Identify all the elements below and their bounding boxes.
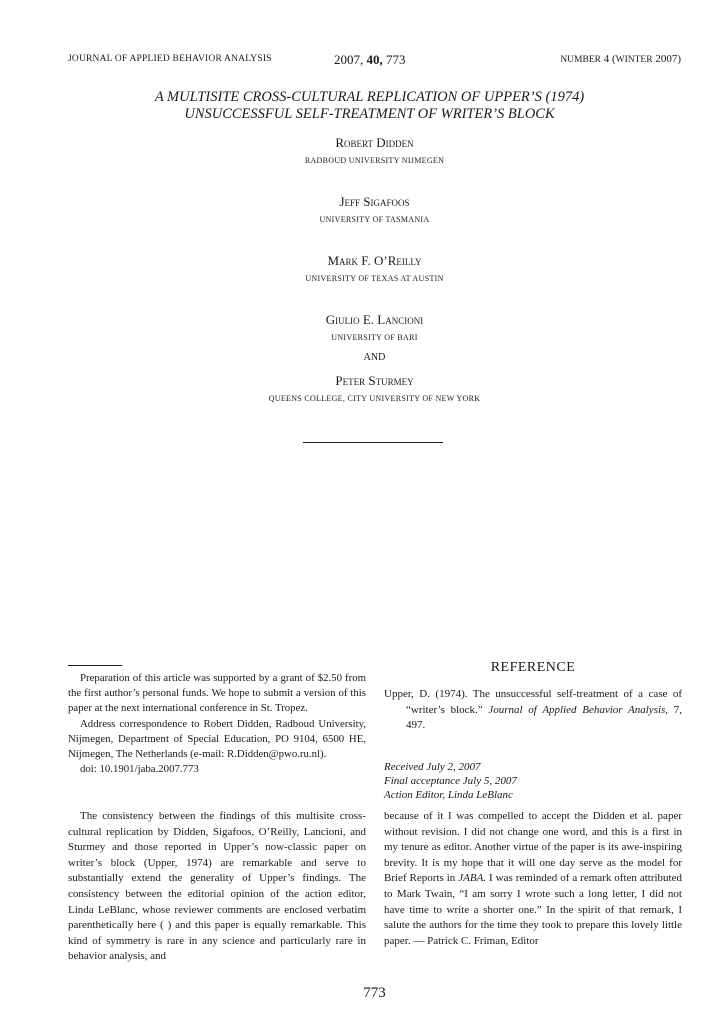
article-title xyxy=(60,89,679,123)
footnotes xyxy=(68,671,366,777)
received-date: Received July 2, 2007 xyxy=(384,761,481,773)
author-name: Giulio E. Lancioni xyxy=(325,312,424,327)
reference-journal: Journal of Applied Behavior Analysis, xyxy=(488,703,669,716)
author-block xyxy=(0,252,719,311)
jaba-abbrev: JABA. xyxy=(458,872,487,885)
volume: 40, xyxy=(366,52,383,67)
start-page: 773 xyxy=(386,52,406,67)
title-line-1: A MULTISITE CROSS-CULTURAL REPLICATION OF UPPER’S (1974) xyxy=(154,89,585,105)
issue-info: NUMBER 4 (WINTER 2007) xyxy=(560,53,681,65)
author-name: Mark F. O’Reilly xyxy=(327,253,422,268)
page-number: 773 xyxy=(363,985,386,1001)
author-affiliation: QUEENS COLLEGE, CITY UNIVERSITY OF NEW YORK xyxy=(268,394,481,403)
reference-heading: REFERENCE xyxy=(490,660,576,675)
citation: 2007, 40, 773 xyxy=(334,52,406,67)
author-name: Jeff Sigafoos xyxy=(339,194,410,209)
author-affiliation: RADBOUD UNIVERSITY NIJMEGEN xyxy=(304,156,445,165)
body-paragraph-continued: because of it I was compelled to accept the Didden et al. paper without revision. I did not change one word, and this is a first in my tenure as editor. Another virtue of the paper is its awe-inspiring brevity. It is my hope that it will one day serve as the model for Brief Reports in JABA. I was reminded of a remark often attributed to Mark Twain, “I am sorry I wrote such a long letter, I did not have time to write a shorter one.” In the spirit of that remark, I salute the authors for the time they took to prepare this lovely little paper. — Patrick C. Friman, Editor xyxy=(384,810,682,947)
action-editor: Action Editor, Linda LeBlanc xyxy=(384,789,513,801)
address-note: Address correspondence to Robert Didden, Radboud University, Nijmegen, Department of Special Education, PO 9104, 6500 HE, Nijmegen, The Netherlands (e-mail: R.Didden@pwo.ru.nl). xyxy=(68,717,366,761)
author-block xyxy=(0,134,719,193)
author-affiliation: UNIVERSITY OF BARI xyxy=(331,333,418,342)
title-rule xyxy=(303,442,443,443)
body-left-column xyxy=(68,809,366,965)
funding-note: Preparation of this article was supported by a grant of $2.50 from the first author’s personal funds. We hope to submit a version of this paper at the next international conference in St. Tropez. xyxy=(68,672,366,715)
author-affiliation: UNIVERSITY OF TASMANIA xyxy=(319,215,430,224)
body-paragraph: The consistency between the findings of this multisite cross-cultural replication by Didden, Sigafoos, O’Reilly, Lancioni, and Sturmey and those reported in Upper’s now-classic paper on writer’s block (Upper, 1974) are remarkable and serve to substantially extend the generality of Upper’s findings. The consistency between the editorial opinion of the action editor, Linda LeBlanc, whose reviewer comments are enclosed verbatim parenthetically here ( ) and this paper is equally remarkable. This kind of symmetry is rare in any science and particularly rare in behavior analysis, and xyxy=(68,810,366,963)
doi-note: doi: 10.1901/jaba.2007.773 xyxy=(80,763,199,776)
author-list xyxy=(0,134,719,431)
acceptance-date: Final acceptance July 5, 2007 xyxy=(384,775,517,787)
author-block xyxy=(0,372,719,431)
and-separator: AND xyxy=(363,352,386,363)
author-block xyxy=(0,311,719,352)
editorial-dates xyxy=(384,760,682,802)
author-name: Peter Sturmey xyxy=(335,373,414,388)
author-affiliation: UNIVERSITY OF TEXAS AT AUSTIN xyxy=(305,274,444,283)
running-head xyxy=(68,52,681,68)
body-right-column xyxy=(384,809,682,949)
reference-entry: Upper, D. (1974). The unsuccessful self-treatment of a case of “writer’s block.” Journal of Applied Behavior Analysis, 7, 497. xyxy=(384,688,683,732)
author-block xyxy=(0,193,719,252)
author-name: Robert Didden xyxy=(335,135,414,150)
title-line-2: UNSUCCESSFUL SELF-TREATMENT OF WRITER’S BLOCK xyxy=(184,106,555,122)
journal-name: JOURNAL OF APPLIED BEHAVIOR ANALYSIS xyxy=(68,54,272,64)
footnote-rule xyxy=(68,665,122,666)
